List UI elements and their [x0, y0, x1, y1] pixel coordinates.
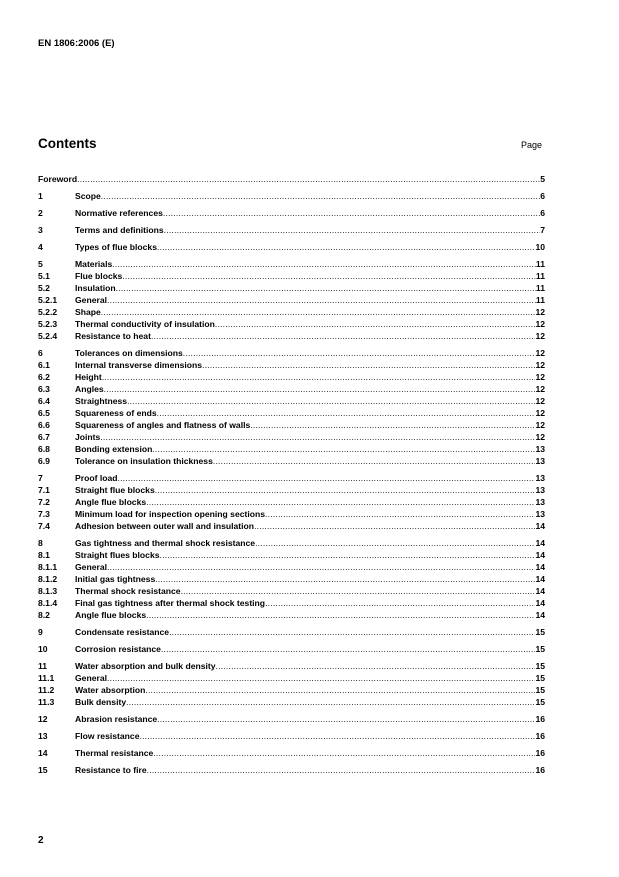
toc-dot-leader [127, 395, 535, 407]
toc-entry-page: 16 [535, 765, 545, 775]
toc-entry[interactable] [38, 282, 545, 294]
toc-entry-title: Squareness of angles and flatness of walls [75, 420, 251, 430]
toc-entry-number: 5.1 [38, 271, 50, 281]
toc-entry-page: 16 [535, 714, 545, 724]
toc-dot-leader [151, 330, 535, 342]
toc-dot-leader [100, 431, 535, 443]
toc-entry[interactable] [38, 455, 545, 467]
toc-entry-page: 6 [540, 208, 545, 218]
toc-entry-title: Water absorption and bulk density [75, 661, 216, 671]
toc-dot-leader [254, 520, 535, 532]
toc-entry-title: Internal transverse dimensions [75, 360, 203, 370]
toc-entry-page: 16 [535, 748, 545, 758]
toc-entry-title: Angle flue blocks [75, 497, 147, 507]
toc-dot-leader [112, 258, 536, 270]
toc-entry-title: Insulation [75, 283, 116, 293]
toc-entry-title: Final gas tightness after thermal shock testing [75, 598, 266, 608]
toc-entry-number: 5 [38, 259, 43, 269]
toc-entry-title: Tolerance on insulation thickness [75, 456, 213, 466]
toc-entry-page: 5 [540, 174, 545, 184]
toc-entry-number: 14 [38, 748, 48, 758]
toc-entry-title: Types of flue blocks [75, 242, 157, 252]
toc-entry-page: 13 [535, 509, 545, 519]
toc-dot-leader [157, 407, 536, 419]
toc-group [38, 472, 545, 532]
toc-dot-leader [147, 764, 536, 776]
toc-entry-number: 12 [38, 714, 48, 724]
toc-dot-leader [126, 696, 535, 708]
toc-entry[interactable] [38, 549, 545, 561]
toc-entry-title: Scope [75, 191, 101, 201]
toc-dot-leader [169, 626, 535, 638]
toc-entry-title: Materials [75, 259, 113, 269]
toc-entry-number: 11.2 [38, 685, 55, 695]
toc-entry[interactable] [38, 359, 545, 371]
toc-entry[interactable] [38, 747, 545, 759]
toc-entry-title: General [75, 295, 108, 305]
toc-group [38, 730, 545, 742]
toc-entry[interactable] [38, 306, 545, 318]
toc-group [38, 347, 545, 467]
toc-entry[interactable] [38, 407, 545, 419]
toc-entry[interactable] [38, 190, 545, 202]
toc-entry[interactable] [38, 660, 545, 672]
toc-entry[interactable] [38, 383, 545, 395]
toc-entry-number: 7.3 [38, 509, 50, 519]
toc-dot-leader [265, 508, 535, 520]
toc-entry-page: 12 [535, 319, 545, 329]
toc-entry-number: 13 [38, 731, 48, 741]
toc-entry-title: Abrasion resistance [75, 714, 158, 724]
toc-dot-leader [153, 747, 535, 759]
toc-entry-page: 15 [535, 685, 545, 695]
toc-dot-leader [107, 294, 536, 306]
toc-dot-leader [216, 660, 536, 672]
toc-group [38, 241, 545, 253]
toc-entry-title: Condensate resistance [75, 627, 170, 637]
toc-entry-page: 15 [535, 644, 545, 654]
toc-entry-number: 8.1 [38, 550, 50, 560]
toc-entry[interactable] [38, 764, 545, 776]
toc-dot-leader [77, 173, 540, 185]
toc-entry-number: 3 [38, 225, 43, 235]
toc-entry-page: 10 [535, 242, 545, 252]
toc-entry-number: 5.2.3 [38, 319, 58, 329]
page-title: Contents [38, 136, 97, 151]
toc-entry-number: 5.2.2 [38, 307, 58, 317]
toc-entry-title: Initial gas tightness [75, 574, 156, 584]
toc-entry-title: Foreword [38, 174, 78, 184]
toc-dot-leader [265, 597, 535, 609]
toc-entry[interactable] [38, 609, 545, 621]
toc-entry-page: 13 [535, 444, 545, 454]
toc-entry[interactable] [38, 443, 545, 455]
toc-entry-number: 11.1 [38, 673, 55, 683]
toc-group [38, 643, 545, 655]
toc-dot-leader [250, 419, 535, 431]
toc-entry-title: Flow resistance [75, 731, 140, 741]
toc-entry-page: 12 [535, 348, 545, 358]
toc-entry-title: Flue blocks [75, 271, 123, 281]
toc-entry[interactable] [38, 520, 545, 532]
toc-entry-title: Straightness [75, 396, 128, 406]
toc-group [38, 713, 545, 725]
page-number: 2 [38, 835, 44, 846]
toc-group [38, 626, 545, 638]
toc-entry-number: 11 [38, 661, 48, 671]
toc-entry-page: 15 [535, 673, 545, 683]
toc-entry[interactable] [38, 561, 545, 573]
toc-entry-page: 14 [535, 538, 545, 548]
toc-entry[interactable] [38, 347, 545, 359]
toc-entry-page: 13 [535, 485, 545, 495]
toc-entry[interactable] [38, 207, 545, 219]
toc-entry[interactable] [38, 597, 545, 609]
toc-entry-page: 12 [535, 372, 545, 382]
toc-entry-title: Thermal resistance [75, 748, 154, 758]
toc-group [38, 764, 545, 776]
toc-entry-title: Thermal conductivity of insulation [75, 319, 215, 329]
toc-dot-leader [183, 347, 536, 359]
toc-entry-number: 6.4 [38, 396, 50, 406]
toc-entry-page: 14 [535, 610, 545, 620]
toc-entry-page: 13 [535, 456, 545, 466]
toc-entry-title: Height [75, 372, 102, 382]
toc-entry-title: Terms and definitions [75, 225, 164, 235]
toc-group [38, 660, 545, 708]
toc-dot-leader [145, 684, 535, 696]
toc-group [38, 190, 545, 202]
toc-dot-leader [104, 383, 536, 395]
toc-entry-number: 6.5 [38, 408, 50, 418]
toc-entry-page: 12 [535, 307, 545, 317]
toc-entry-number: 8 [38, 538, 43, 548]
toc-entry-number: 6.7 [38, 432, 50, 442]
toc-entry-number: 4 [38, 242, 43, 252]
toc-entry[interactable] [38, 643, 545, 655]
toc-entry-page: 14 [535, 598, 545, 608]
toc-group [38, 258, 545, 342]
toc-entry-title: Angle flue blocks [75, 610, 147, 620]
toc-entry-number: 6.9 [38, 456, 50, 466]
toc-dot-leader [102, 371, 536, 383]
toc-entry-page: 12 [535, 396, 545, 406]
toc-entry[interactable] [38, 173, 545, 185]
toc-entry-title: Shape [75, 307, 101, 317]
document-header: EN 1806:2006 (E) [38, 38, 115, 49]
toc-entry-page: 14 [535, 586, 545, 596]
toc-entry-title: Straight flues blocks [75, 550, 160, 560]
toc-entry-title: Proof load [75, 473, 118, 483]
toc-entry-title: Water absorption [75, 685, 146, 695]
toc-entry[interactable] [38, 371, 545, 383]
toc-entry-page: 11 [535, 283, 545, 293]
toc-entry-title: Tolerances on dimensions [75, 348, 183, 358]
toc-entry-number: 6.6 [38, 420, 50, 430]
toc-entry[interactable] [38, 696, 545, 708]
toc-entry[interactable] [38, 258, 545, 270]
toc-entry[interactable] [38, 431, 545, 443]
toc-entry[interactable] [38, 318, 545, 330]
toc-entry[interactable] [38, 224, 545, 236]
toc-entry-page: 12 [535, 360, 545, 370]
toc-group [38, 537, 545, 621]
toc-entry-number: 6.1 [38, 360, 50, 370]
toc-dot-leader [157, 241, 535, 253]
toc-entry[interactable] [38, 573, 545, 585]
toc-entry[interactable] [38, 508, 545, 520]
toc-entry-page: 15 [535, 661, 545, 671]
toc-entry-page: 12 [535, 331, 545, 341]
toc-entry-number: 7.2 [38, 497, 50, 507]
toc-dot-leader [116, 282, 536, 294]
toc-dot-leader [122, 270, 536, 282]
toc-entry-number: 7 [38, 473, 43, 483]
toc-group [38, 207, 545, 219]
toc-entry[interactable] [38, 330, 545, 342]
toc-entry-title: Angles [75, 384, 104, 394]
toc-dot-leader [139, 730, 535, 742]
toc-dot-leader [215, 318, 536, 330]
toc-entry-page: 15 [535, 697, 545, 707]
toc-entry-page: 16 [535, 731, 545, 741]
toc-entry[interactable] [38, 496, 545, 508]
toc-entry-title: Bulk density [75, 697, 127, 707]
toc-group [38, 224, 545, 236]
toc-entry-page: 11 [535, 271, 545, 281]
toc-entry-title: Straight flue blocks [75, 485, 155, 495]
table-of-contents [38, 173, 545, 776]
toc-entry-title: Bonding extension [75, 444, 153, 454]
toc-dot-leader [107, 672, 535, 684]
toc-entry-number: 6.2 [38, 372, 50, 382]
toc-entry-number: 7.4 [38, 521, 50, 531]
toc-entry-number: 2 [38, 208, 43, 218]
toc-dot-leader [101, 306, 536, 318]
toc-entry-title: General [75, 673, 108, 683]
toc-entry-page: 7 [540, 225, 545, 235]
toc-entry[interactable] [38, 684, 545, 696]
toc-group [38, 173, 545, 185]
toc-entry-number: 8.2 [38, 610, 50, 620]
toc-dot-leader [107, 561, 535, 573]
toc-entry-title: Gas tightness and thermal shock resistance [75, 538, 256, 548]
toc-entry-title: Squareness of ends [75, 408, 157, 418]
toc-dot-leader [155, 484, 536, 496]
toc-dot-leader [161, 643, 535, 655]
toc-entry-number: 9 [38, 627, 43, 637]
toc-entry-page: 12 [535, 432, 545, 442]
toc-entry-page: 6 [540, 191, 545, 201]
toc-entry[interactable] [38, 585, 545, 597]
toc-entry-page: 12 [535, 420, 545, 430]
toc-entry-page: 12 [535, 408, 545, 418]
toc-dot-leader [202, 359, 535, 371]
toc-entry-number: 5.2 [38, 283, 50, 293]
toc-dot-leader [155, 573, 535, 585]
toc-entry-title: Normative references [75, 208, 163, 218]
toc-entry-page: 14 [535, 574, 545, 584]
toc-entry-number: 10 [38, 644, 48, 654]
toc-dot-leader [146, 609, 535, 621]
toc-dot-leader [157, 713, 535, 725]
toc-entry[interactable] [38, 294, 545, 306]
toc-dot-leader [101, 190, 540, 202]
toc-entry-page: 15 [535, 627, 545, 637]
toc-dot-leader [146, 496, 535, 508]
toc-entry[interactable] [38, 419, 545, 431]
toc-dot-leader [213, 455, 536, 467]
toc-entry-number: 5.2.4 [38, 331, 58, 341]
toc-entry[interactable] [38, 672, 545, 684]
toc-entry-number: 7.1 [38, 485, 50, 495]
toc-entry-page: 13 [535, 497, 545, 507]
toc-dot-leader [255, 537, 535, 549]
toc-entry-title: Resistance to heat [75, 331, 151, 341]
toc-entry-number: 11.3 [38, 697, 55, 707]
toc-entry-number: 8.1.4 [38, 598, 58, 608]
toc-entry-page: 12 [535, 384, 545, 394]
toc-entry-number: 8.1.1 [38, 562, 58, 572]
toc-entry-title: Adhesion between outer wall and insulation [75, 521, 255, 531]
toc-entry[interactable] [38, 270, 545, 282]
toc-entry-page: 14 [535, 562, 545, 572]
toc-dot-leader [160, 549, 536, 561]
toc-entry-title: Minimum load for inspection opening sections [75, 509, 266, 519]
toc-dot-leader [164, 224, 541, 236]
toc-dot-leader [163, 207, 540, 219]
toc-entry[interactable] [38, 730, 545, 742]
toc-dot-leader [181, 585, 536, 597]
toc-dot-leader [152, 443, 535, 455]
toc-group [38, 747, 545, 759]
toc-entry-number: 1 [38, 191, 43, 201]
toc-entry-title: General [75, 562, 108, 572]
toc-entry-page: 11 [535, 259, 545, 269]
toc-entry[interactable] [38, 537, 545, 549]
toc-entry-number: 6.3 [38, 384, 50, 394]
toc-dot-leader [118, 472, 536, 484]
toc-entry-number: 8.1.3 [38, 586, 58, 596]
toc-entry[interactable] [38, 241, 545, 253]
toc-entry-page: 13 [535, 473, 545, 483]
toc-entry[interactable] [38, 472, 545, 484]
toc-entry[interactable] [38, 395, 545, 407]
toc-entry-page: 14 [535, 550, 545, 560]
toc-entry-title: Joints [75, 432, 101, 442]
toc-entry[interactable] [38, 626, 545, 638]
toc-entry-number: 15 [38, 765, 48, 775]
toc-entry-title: Thermal shock resistance [75, 586, 181, 596]
toc-entry-number: 6 [38, 348, 43, 358]
toc-entry[interactable] [38, 484, 545, 496]
toc-entry-title: Resistance to fire [75, 765, 147, 775]
page-column-label: Page [521, 140, 543, 150]
toc-entry-number: 8.1.2 [38, 574, 58, 584]
toc-entry-page: 11 [535, 295, 545, 305]
toc-entry-number: 5.2.1 [38, 295, 58, 305]
toc-entry-page: 14 [535, 521, 545, 531]
toc-entry-title: Corrosion resistance [75, 644, 161, 654]
toc-entry[interactable] [38, 713, 545, 725]
toc-entry-number: 6.8 [38, 444, 50, 454]
